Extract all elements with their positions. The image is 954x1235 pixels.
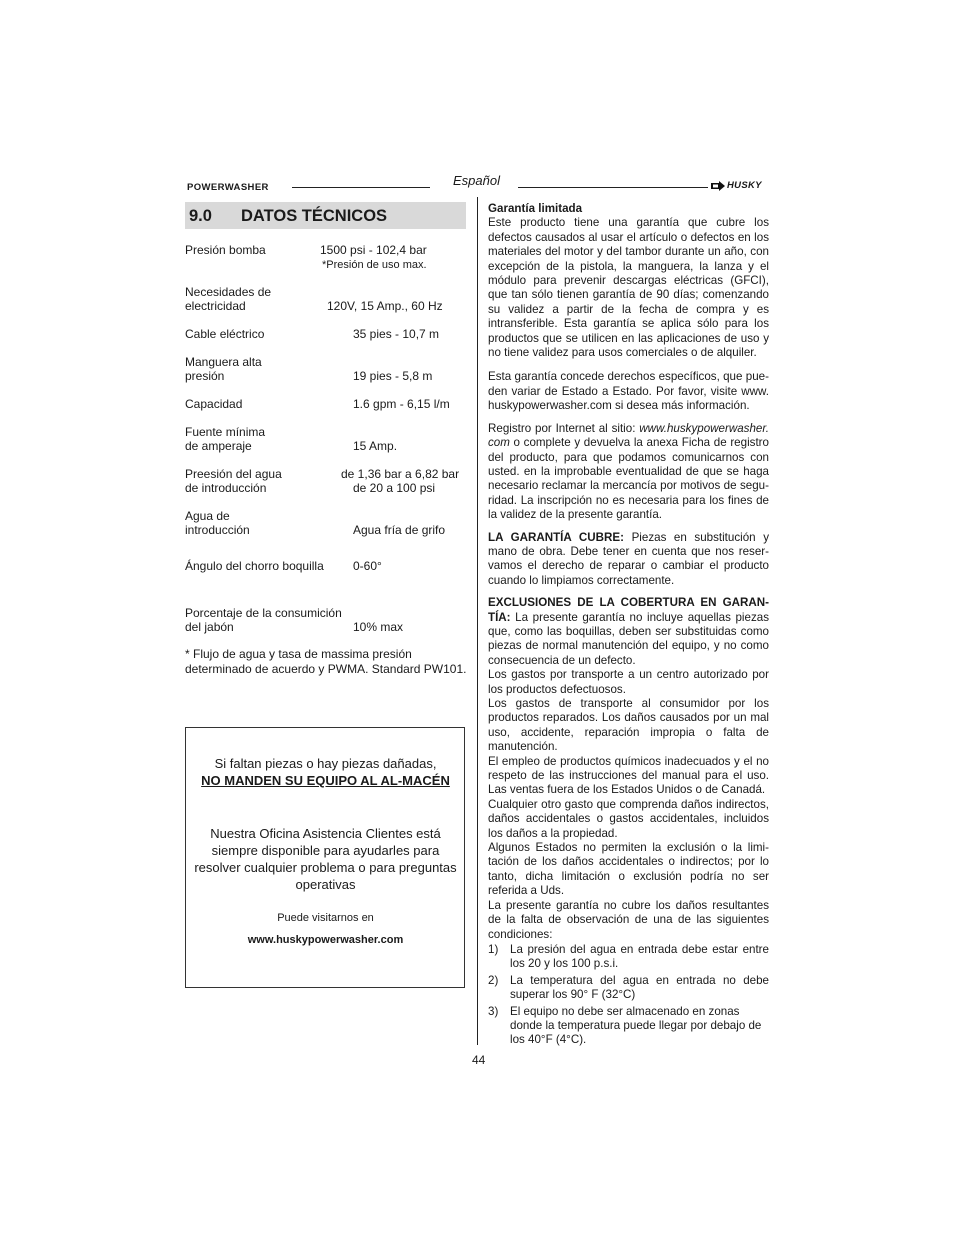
condition-item [488,974,769,1003]
spec-value: 35 pies - 10,7 m [353,327,440,341]
spec-label: Manguera alta [185,355,262,369]
spec-label: Ángulo del chorro boquilla [185,559,324,573]
registration-intro: Registro por Internet al sitio: [488,421,640,435]
spec-label: de introducción [185,481,267,495]
page-number: 44 [472,1053,486,1067]
exclusion-item: El empleo de productos químicos inadecuados y el no respeto de las instrucciones del manual para el uso. Las ventas fuera de los Estados Unidos o de Canadá. [488,754,769,797]
spec-label: introducción [185,523,250,537]
logo-text: HUSKY [727,180,762,191]
exclusions-text: La presente garantía no incluye aquellas piezas que, como las boquillas, deben ser substituidas como piezas de normal manutención del equipo, y no como consecuencia de un defecto. [488,610,769,667]
spec-value: 10% max [353,620,404,634]
exclusions-paragraph [488,596,769,668]
warranty-title: Garantía limitada [488,202,583,215]
notice-visit-label: Puede visitarnos en [277,912,374,924]
coverage-heading: LA GARANTÍA CUBRE: [488,530,624,544]
spec-value: de 20 a 100 psi [353,481,436,495]
logo-arrow-icon [711,181,725,191]
spec-label: Presión bomba [185,243,266,257]
spec-label: Fuente mínima [185,425,266,439]
spec-value: Agua fría de grifo [353,523,446,537]
condition-number: 3) [488,1004,499,1018]
condition-text: El equipo no debe ser almacenado en zonas donde la temperatura puede llegar por debajo de los 40°F (4°C). [510,1004,762,1047]
notice-support-text: Nuestra Oficina Asistencia Clientes está siempre disponible para ayudarles para resolver cualquier problema o para preguntas operativas [194,826,457,892]
warranty-rights-paragraph: Esta garantía concede derechos específicos, que pue-den variar de Estado a Estado. Por favor, visite www. huskypowerwasher.com si desea más información. [488,370,769,413]
exclusion-item: Los gastos de transporte al consumidor por los productos reparados. Los daños causados por un mal uso, accidente, reparación impropia o falta de manutención. [488,697,769,754]
column-divider [477,197,478,1045]
exclusions-heading: EXCLUSIONES DE LA COBERTURA EN GARAN-TÍA: [488,596,769,624]
condition-item [488,943,769,972]
registration-link[interactable]: www.huskypowerwasher. com [488,421,769,450]
condition-number: 2) [488,973,499,987]
condition-text: La presión del agua en entrada debe estar entre los 20 y los 100 p.s.i. [510,942,769,971]
condition-number: 1) [488,942,499,956]
warranty-paragraph: Este producto tiene una garantía que cubre los defectos causados al usar el artículo o defectos en los materiales del motor y del tambor durante un año, con excepción de la pistola, la manguera, la lanza y el módulo para prevenir descargas eléctricas (GFCI), que tan sólo tienen garantía de 90 días; comenzando su validez a partir de la fecha de compra y es intransferible. Esta garantía se aplica sólo para los productos que se utilicen en las aplicaciones de uso y no tiene validez para usos comerciales o de alquiler. [488,216,769,360]
coverage-text: Piezas en substitución y mano de obra. Debe tener en cuenta que nos reser-vamos el derecho de reparar o cambiar el producto cuando lo limpiamos correctamente. [488,530,769,587]
registration-text: o complete y devuelva la anexa Ficha de registro del producto, para que podamos comunicarnos con usted. en la improbable eventualidad de que se haga necesario reclamar la mercancía por motivos de segu-ridad. La inscripción no es necesaria para los fines de la validez de la presente garantía. [488,436,769,522]
spec-value: 120V, 15 Amp., 60 Hz [327,299,443,313]
spec-value: 19 pies - 5,8 m [353,369,433,383]
condition-item [488,1005,769,1048]
warranty-section [488,202,769,1048]
spec-value: 0-60° [353,559,382,573]
brand-label: POWERWASHER [187,182,269,193]
section-number: 9.0 [189,207,212,225]
spec-value: 1.6 gpm - 6,15 l/m [353,397,450,411]
spec-value: 15 Amp. [353,439,398,453]
spec-value: de 1,36 bar a 6,82 bar [341,467,460,481]
header-rule-left [292,187,430,188]
spec-label: del jabón [185,620,234,634]
spec-label: Agua de [185,509,230,523]
husky-logo [711,180,762,191]
exclusion-item: Los gastos por transporte a un centro autorizado por los productos defectuosos. [488,668,769,696]
spec-footnote: * Flujo de agua y tasa de massima presión determinado de acuerdo y PWMA. Standard PW101. [185,647,467,676]
spec-label: Capacidad [185,397,243,411]
section-title: DATOS TÉCNICOS [241,207,388,225]
notice-website-link[interactable]: www.huskypowerwasher.com [247,934,404,946]
warranty-registration-paragraph [488,422,769,523]
language-label: Español [453,173,500,188]
notice-warning: NO MANDEN SU EQUIPO AL AL-MACÉN [201,773,450,788]
spec-label: Cable eléctrico [185,327,265,341]
spec-value: 1500 psi - 102,4 bar [320,243,427,257]
notice-missing-parts: Si faltan piezas o hay piezas dañadas, [214,756,437,771]
exclusion-item: Cualquier otro gasto que comprenda daños indirectos, daños accidentales o gastos accidentales, incluidos los daños a la propiedad. [488,797,769,840]
exclusion-item: Algunos Estados no permiten la exclusión o la limi-tación de los daños accidentales o indirectos; por lo tanto, dicha limitación o exclusión podría no ser referida a Uds. [488,841,769,898]
spec-label: electricidad [185,299,246,313]
spec-label: Necesidades de [185,285,272,299]
spec-subnote: *Presión de uso max. [322,259,427,271]
coverage-paragraph [488,531,769,589]
spec-label: presión [185,369,225,383]
spec-label: de amperaje [185,439,252,453]
exclusion-item: La presente garantía no cubre los daños resultantes de la falta de observación de una de las siguientes condiciones: [488,898,769,941]
spec-label: Preesión del agua [185,467,282,481]
header-rule-right [518,187,708,188]
condition-text: La temperatura del agua en entrada no debe superar los 90° F (32°C) [510,973,769,1002]
spec-label: Porcentaje de la consumición [185,606,342,620]
